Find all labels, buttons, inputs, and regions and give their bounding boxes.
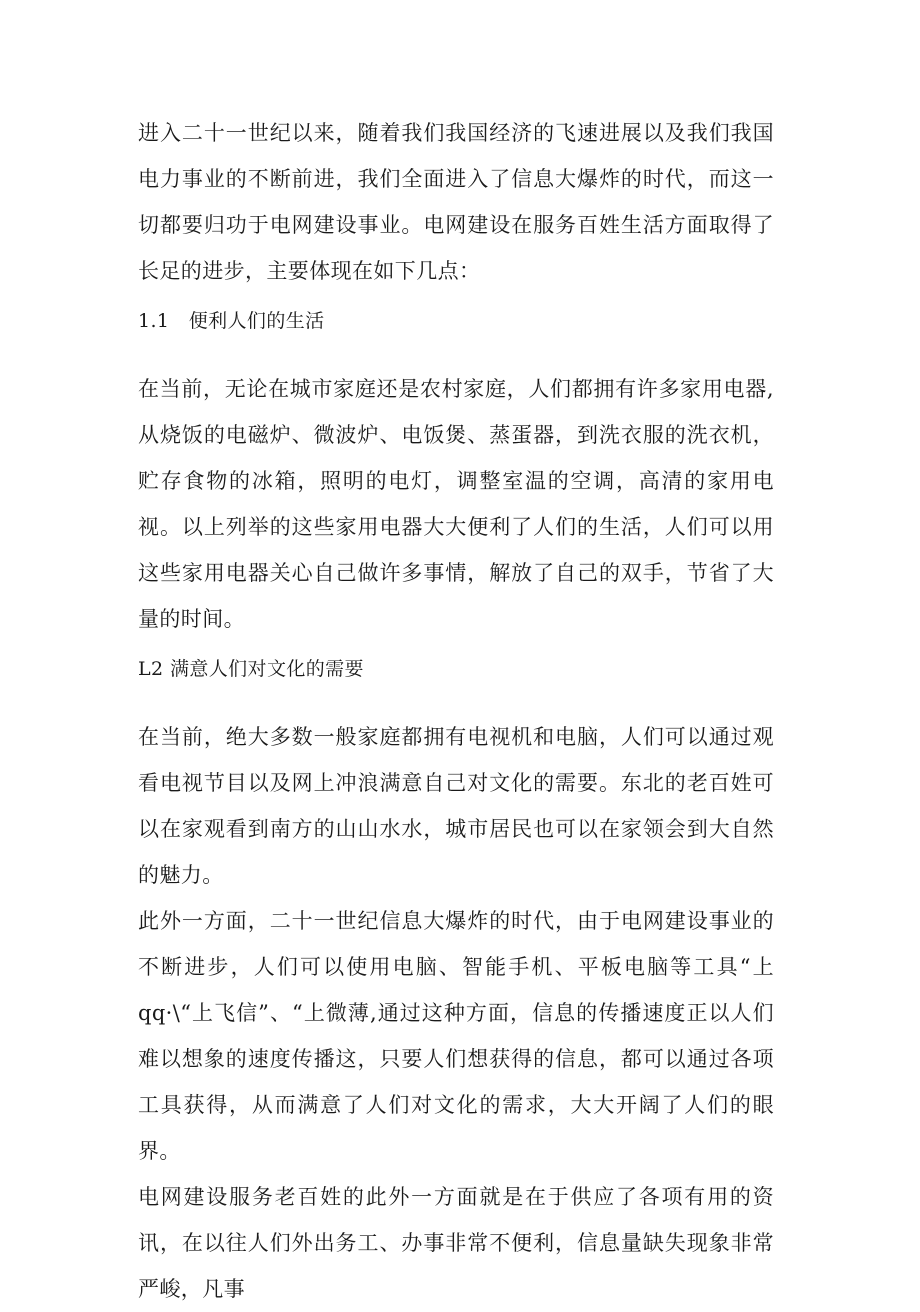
intro-paragraph: 进入二十一世纪以来，随着我们我国经济的飞速进展以及我们我国电力事业的不断前进，我们全面进入了信息大爆炸的时代，而这一切都要归功于电网建设事业。电网建设在服务百姓生活方面取得了长足的进步，主要体现在如下几点：: [138, 121, 774, 283]
section-heading-1-1: 1.1 便利人们的生活: [138, 310, 325, 332]
section-1-2-paragraph-3: 电网建设服务老百姓的此外一方面就是在于供应了各项有用的资讯，在以往人们外出务工、办事非常不便利，信息量缺失现象非常严峻，凡事: [138, 1185, 774, 1301]
document-body: [138, 110, 774, 1312]
section-1-2-paragraph-1: 在当前，绝大多数一般家庭都拥有电视机和电脑，人们可以通过观看电视节目以及网上冲浪满意自己对文化的需要。东北的老百姓可以在家观看到南方的山山水水，城市居民也可以在家领会到大自然的魅力。: [138, 725, 774, 887]
section-heading-1-2: L2 满意人们对文化的需要: [138, 658, 364, 680]
section-1-2-paragraph-2: 此外一方面，二十一世纪信息大爆炸的时代，由于电网建设事业的不断进步，人们可以使用电脑、智能手机、平板电脑等工具“上 qq·\“上飞信”、“上微薄,通过这种方面，信息的传播速度正以人们难以想象的速度传播这，只要人们想获得的信息，都可以通过各项工具获得，从而满意了人们对文化的需求，大大开阔了人们的眼界。: [138, 909, 774, 1163]
section-1-1-paragraph: 在当前，无论在城市家庭还是农村家庭，人们都拥有许多家用电器,从烧饭的电磁炉、微波炉、电饭煲、蒸蛋器，到洗衣服的洗衣机，贮存食物的冰箱，照明的电灯，调整室温的空调，高清的家用电视。以上列举的这些家用电器大大便利了人们的生活，人们可以用这些家用电器关心自己做许多事情，解放了自己的双手，节省了大量的时间。: [138, 377, 774, 631]
